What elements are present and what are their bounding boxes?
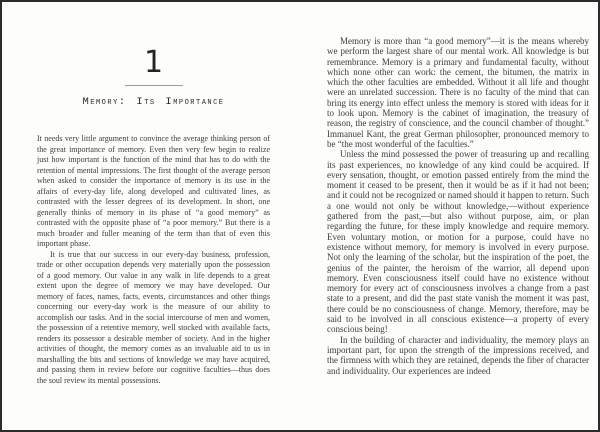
paragraph: Unless the mind possessed the power of treasuring up and recalling its past experiences, no knowledge of any kind could be acquired. If every sensation, thought, or emotion passed entirely from the mind the moment it ceased to be present, then it would be as if it had not been; and it could not be recognized or named should it happen to return. Such a one would not only be without knowledge,—without experience gathered from the past,—but also without purpose, aim, or plan regarding the future, for these imply knowledge and require memory. Even voluntary motion, or motion for a purpose, could have no existence without memory, for memory is involved in every purpose. Not only the learning of the scholar, but the inspiration of the poet, the genius of the painter, the heroism of the warrior, all depend upon memory. Even consciousness itself could have no existence without memory for every act of consciousness involves a change from a past state to a present, and did the past state vanish the moment it was past, there could be no consciousness of change. Memory, therefore, may be said to be involved in all conscious existence—a property of every conscious being! [327, 149, 589, 335]
right-page-body [327, 36, 589, 376]
chapter-number: 1 [143, 45, 164, 80]
left-page-body [37, 134, 270, 386]
chapter-divider-rule [125, 85, 183, 86]
right-page [327, 36, 589, 376]
chapter-title: Memory: Its Importance [82, 96, 225, 108]
paragraph: In the building of character and individuality, the memory plays an important part, for upon the strength of the impressions received, and the firmness with which they are retained, depends the fiber of character and individuality. Our experiences are indeed [327, 334, 589, 376]
paragraph: Memory is more than “a good memory”—it is the means whereby we perform the largest share of our mental work. All knowledge is but remembrance. Memory is a primary and fundamental faculty, without which none other can work: the cement, the bitumen, the matrix in which the other faculties are embedded. Without it all life and thought were an unrelated succession. There is no faculty of the mind that can bring its energy into effect unless the memory is stored with ideas for it to look upon. Memory is the cabinet of imagination, the treasury of reason, the registry of conscience, and the council chamber of thought.” Immanuel Kant, the great German philosopher, pronounced memory to be “the most wonderful of the faculties.” [327, 36, 589, 149]
chapter-heading [37, 45, 270, 108]
paragraph: It needs very little argument to convince the average thinking person of the great importance of memory. Even then very few begin to realize just how important is the function of the mind that has to do with the retention of mental impressions. The first thought of the average person when asked to consider the importance of memory is its use in the affairs of every-day life, along developed and cultivated lines, as contrasted with the lesser degrees of its development. In short, one generally thinks of memory in its phase of “a good memory” as contrasted with the opposite phase of “a poor memory.” But there is a much broader and fuller meaning of the term than that of even this important phase. [37, 134, 270, 248]
paragraph: It is true that our success in our every-day business, profession, trade or other occupation depends very materially upon the possession of a good memory. Our value in any walk in life depends to a great extent upon the degree of memory we may have developed. Our memory of faces, names, facts, events, circumstances and other things concerning our every-day work is the measure of our ability to accomplish our tasks. And in the social intercourse of men and women, the possession of a retentive memory, well stocked with available facts, renders its possessor a desirable member of society. And in the higher activities of thought, the memory comes as an invaluable aid to us in marshalling the bits and sections of knowledge we may have acquired, and passing them in review before our cognitive faculties—thus does the soul review its mental possessions. [37, 249, 270, 385]
left-page [37, 2, 270, 386]
